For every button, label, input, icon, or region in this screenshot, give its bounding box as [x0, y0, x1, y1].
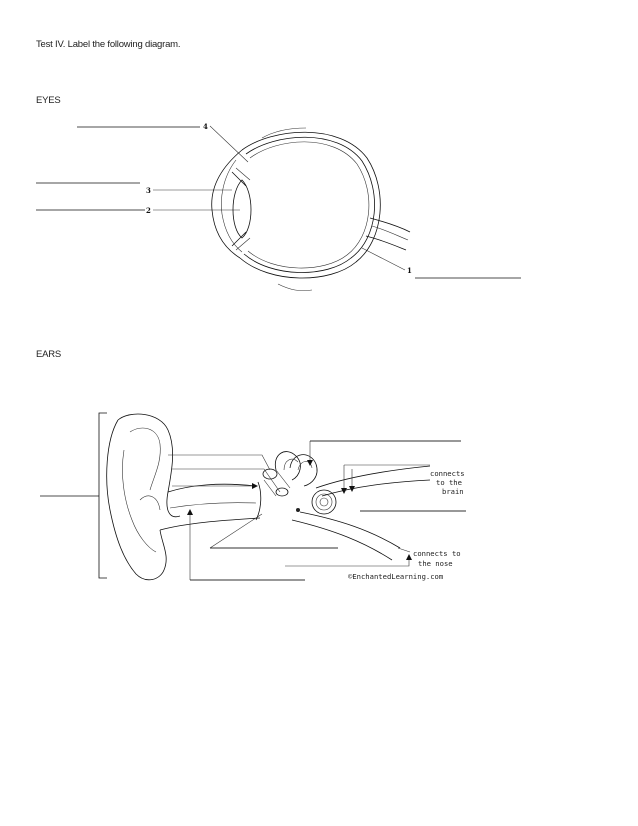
ear-canal — [160, 484, 260, 530]
annotation-connects-brain-3: brain — [442, 487, 464, 496]
pinna — [107, 414, 180, 580]
eye-label-2: 2 — [146, 206, 151, 215]
eye-label-1: 1 — [407, 266, 412, 275]
eye-label-4: 4 — [203, 122, 208, 131]
eustachian-tube — [300, 512, 400, 548]
annotation-connects-nose-1: connects to — [413, 549, 461, 558]
cochlea — [312, 490, 336, 514]
annotation-connects-nose-2: the nose — [418, 559, 453, 568]
eye-label-3: 3 — [146, 186, 151, 195]
worksheet-title: Test IV. Label the following diagram. — [36, 39, 181, 50]
middle-ear — [256, 469, 300, 520]
annotation-connects-brain-1: connects — [430, 469, 465, 478]
auditory-nerve — [316, 466, 430, 488]
ears-heading: EARS — [36, 349, 62, 360]
semicircular-canals — [275, 452, 317, 486]
eyes-heading: EYES — [36, 95, 61, 106]
annotation-connects-brain-2: to the — [436, 478, 462, 487]
outer-ear-bracket — [99, 413, 107, 578]
credit-text: ©EnchantedLearning.com — [348, 572, 444, 581]
